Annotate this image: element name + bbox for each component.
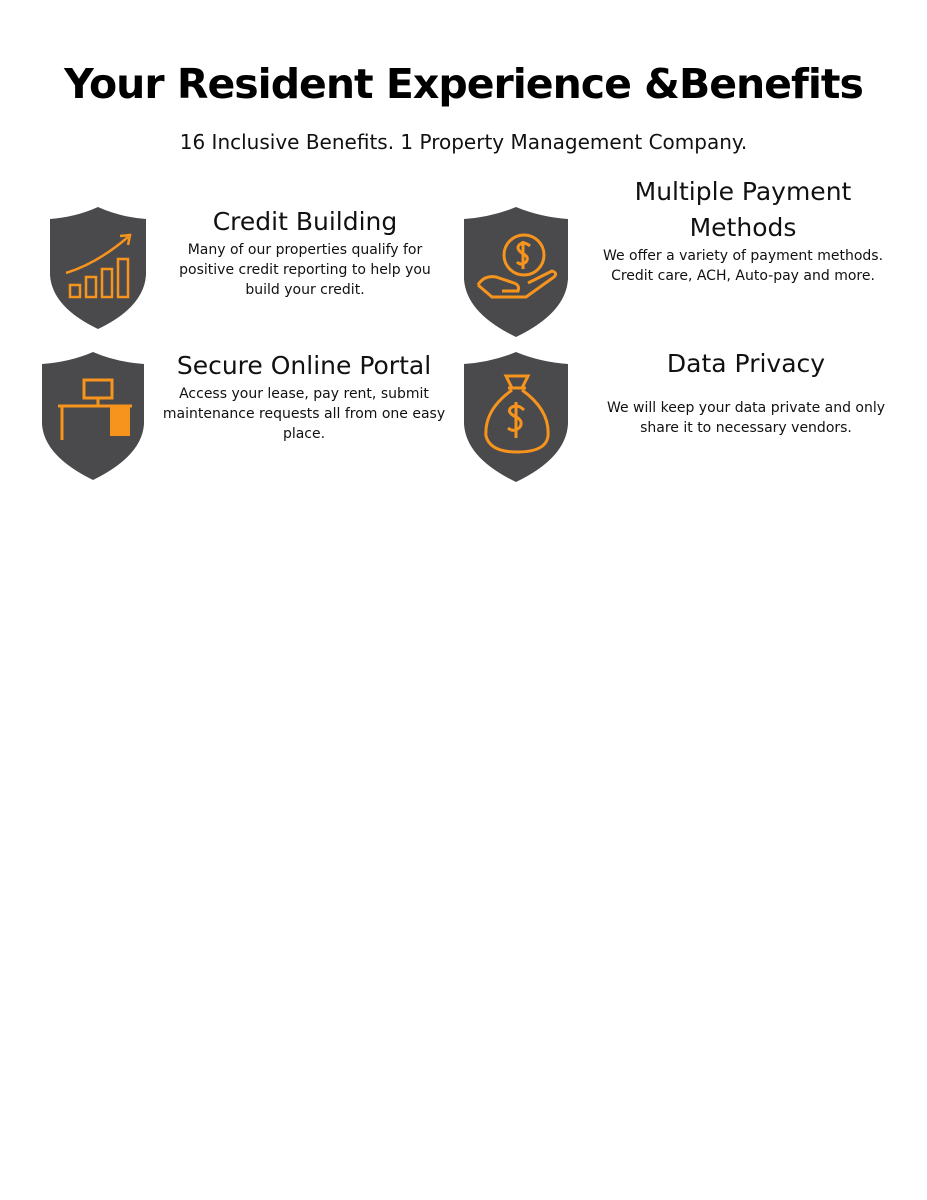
page-subtitle: 16 Inclusive Benefits. 1 Property Management Company.	[179, 130, 748, 154]
benefit-title: Data Privacy	[666, 349, 826, 378]
growth-chart-icon	[48, 205, 148, 331]
benefit-title: Credit Building	[212, 207, 398, 236]
benefit-description: We offer a variety of payment methods. Credit care, ACH, Auto-pay and more.	[602, 248, 884, 284]
benefit-description: We will keep your data private and only share it to necessary vendors.	[606, 400, 886, 436]
page-title: Your Resident Experience &Benefits	[64, 60, 863, 108]
benefit-title: Multiple Payment Methods	[634, 177, 852, 242]
coin-hand-icon	[462, 205, 570, 339]
benefit-description: Many of our properties qualify for positive credit reporting to help you build your credit.	[179, 242, 431, 298]
desk-computer-icon	[40, 350, 146, 482]
benefit-title: Secure Online Portal	[176, 351, 432, 380]
money-bag-icon	[462, 350, 570, 484]
benefit-description: Access your lease, pay rent, submit maintenance requests all from one easy place.	[162, 386, 446, 442]
